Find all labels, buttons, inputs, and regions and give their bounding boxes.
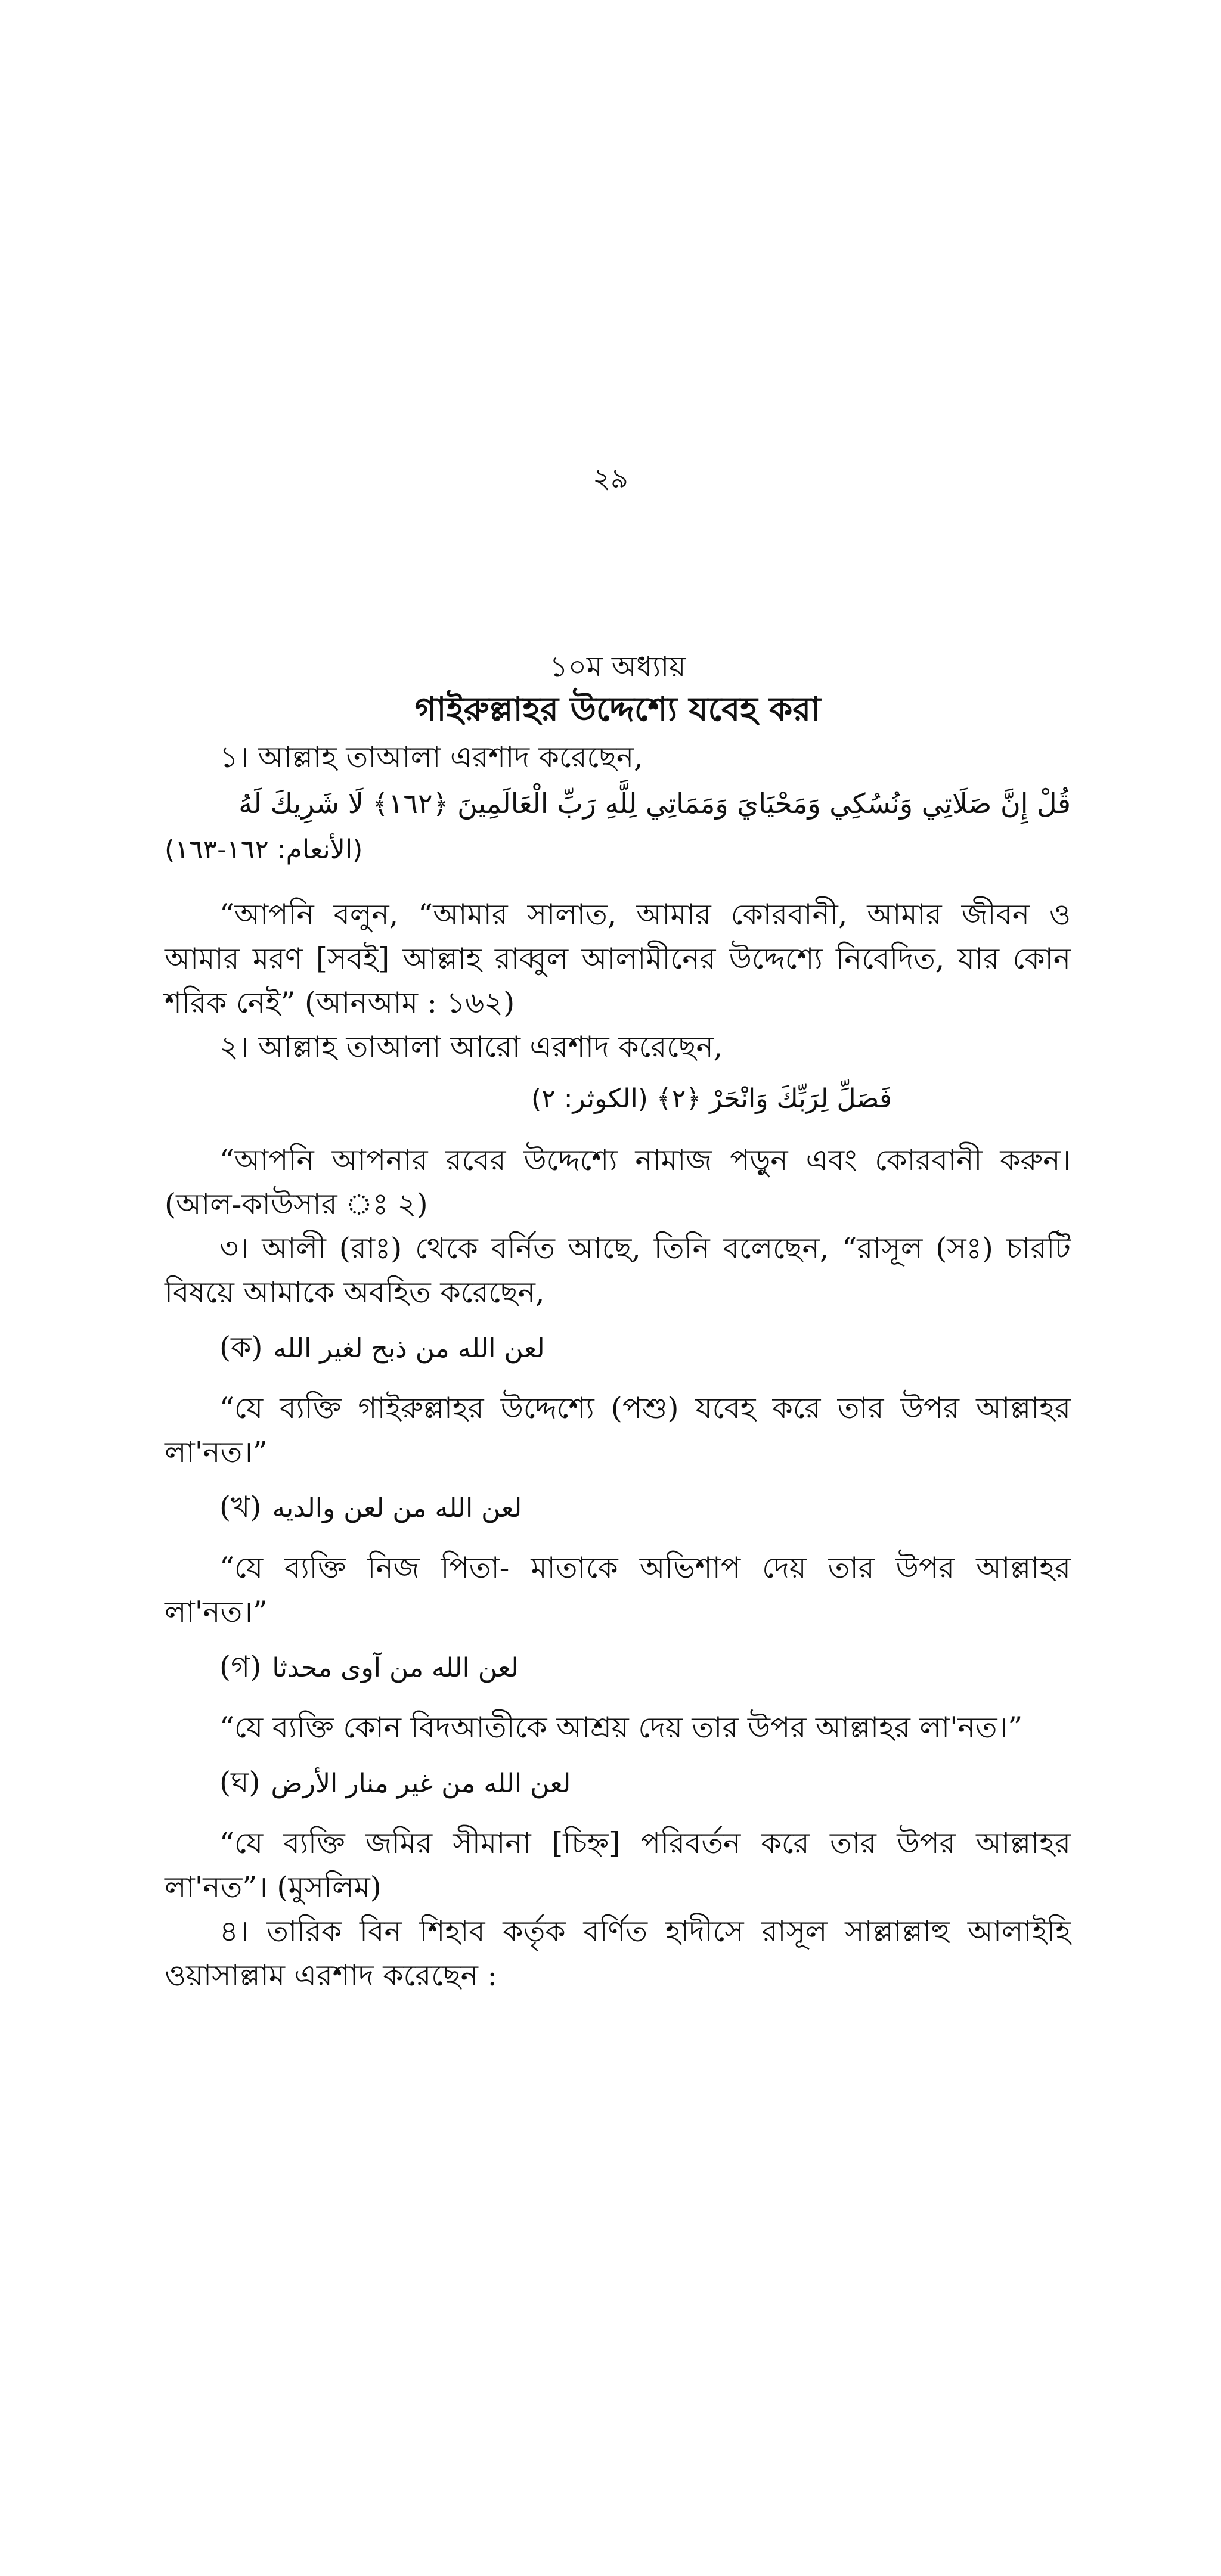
hadith-item-ga [219, 1645, 1071, 1690]
item-label: (খ) [219, 1490, 262, 1524]
item-label: (গ) [219, 1650, 262, 1684]
section-4-intro: ৪। তারিক বিন শিহাব কর্তৃক বর্ণিত হাদীসে রাসূল সাল্লাল্লাহু আলাইহি ওয়াসাল্লাম এরশাদ করেছেন : [165, 1914, 1071, 1992]
item-arabic-text: لعن الله من غير منار الأرض [271, 1768, 571, 1799]
item-label: (ক) [219, 1330, 263, 1364]
section-2-arabic-verse: فَصَلِّ لِرَبِّكَ وَانْحَرْ ﴿٢﴾ (الكوثر: ٢) [531, 1084, 892, 1114]
item-arabic-text: لعن الله من لعن والديه [272, 1493, 522, 1523]
section-3-intro: ৩। আলী (রাঃ) থেকে বর্নিত আছে, তিনি বলেছেন, “রাসূল (সঃ) চারটি বিষয়ে আমাকে অবহিত করেছেন, [165, 1231, 1071, 1309]
item-arabic-text: لعن الله من آوى محدثا [272, 1653, 519, 1683]
item-arabic-text: لعن الله من ذبح لغير الله [273, 1333, 545, 1364]
section-1-arabic-citation: (الأنعام: ١٦٢-١٦٣) [165, 834, 363, 865]
page-number: ২৯ [593, 462, 628, 494]
hadith-item-ka [219, 1326, 1071, 1371]
section-1-translation: “আপনি বলুন, “আমার সালাত, আমার কোরবানী, আমার জীবন ও আমার মরণ [সবই] আল্লাহ রাব্বুল আলামীনের উদ্দেশ্যে নিবেদিত, যার কোন শরিক নেই” (আনআম : ১৬২) [165, 898, 1071, 1020]
chapter-label: ১০ম অধ্যায় [549, 650, 686, 684]
item-translation: “যে ব্যক্তি কোন বিদআতীকে আশ্রয় দেয় তার উপর আল্লাহর লা'নত।” [219, 1711, 1023, 1745]
item-translation: “যে ব্যক্তি গাইরুল্লাহর উদ্দেশ্যে (পশু) যবেহ করে তার উপর আল্লাহর লা'নত।” [165, 1391, 1071, 1469]
section-2-translation: “আপনি আপনার রবের উদ্দেশ্যে নামাজ পড়ুন এবং কোরবানী করুন। (আল-কাউসার ঃ ২) [165, 1143, 1071, 1221]
section-1-intro: ১। আল্লাহ তাআলা এরশাদ করেছেন, [219, 740, 643, 774]
item-translation: “যে ব্যক্তি জমির সীমানা [চিহ্ন] পরিবর্তন করে তার উপর আল্লাহর লা'নত”। (মুসলিম) [165, 1826, 1071, 1904]
item-label: (ঘ) [219, 1765, 261, 1799]
item-translation: “যে ব্যক্তি নিজ পিতা- মাতাকে অভিশাপ দেয় তার উপর আল্লাহর লা'নত।” [165, 1551, 1071, 1629]
hadith-item-gha [219, 1761, 1071, 1806]
chapter-title: গাইরুল্লাহর উদ্দেশ্যে যবেহ করা [414, 690, 821, 729]
hadith-item-kha [219, 1485, 1071, 1531]
page-content [165, 647, 1071, 1998]
section-2-intro: ২। আল্লাহ তাআলা আরো এরশাদ করেছেন, [219, 1030, 723, 1064]
section-1-arabic-verse: قُلْ إِنَّ صَلَاتِي وَنُسُكِي وَمَحْيَايَ وَمَمَاتِي لِلَّهِ رَبِّ الْعَالَمِينَ ﴿١٦٢﴾ لَا شَرِيكَ لَهُ [238, 787, 1071, 820]
